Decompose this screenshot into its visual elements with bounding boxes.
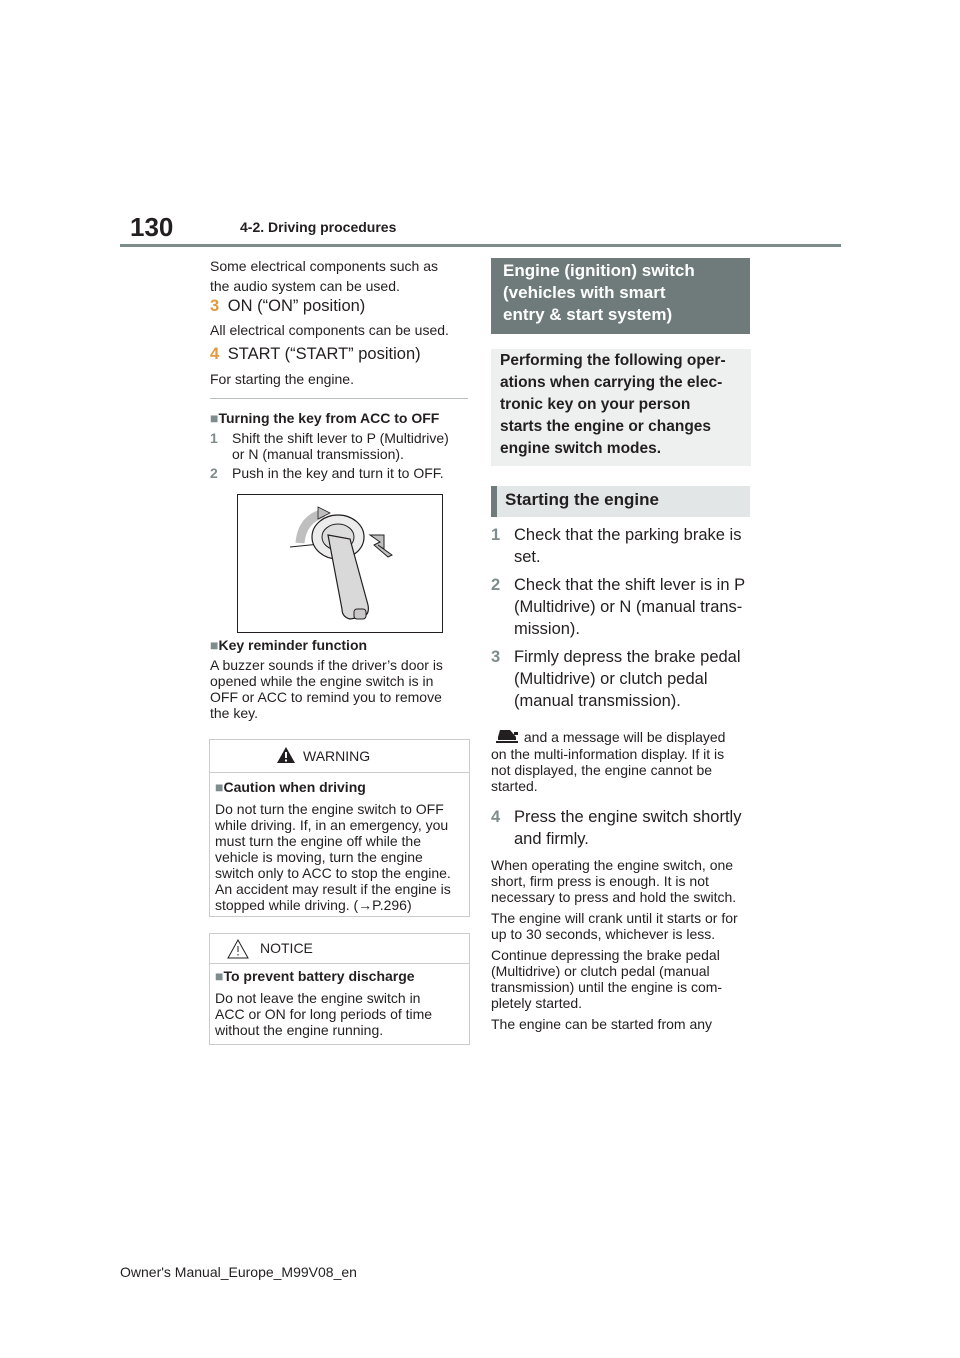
- warning-body: [210, 773, 469, 913]
- step-4-desc: For starting the engine.: [210, 371, 354, 387]
- notice-body: [210, 964, 469, 1038]
- step-number: 4: [210, 345, 220, 363]
- page-number: 130: [130, 212, 174, 242]
- square-bullet-icon: ■: [210, 410, 219, 426]
- key-turning-icon: [238, 495, 442, 632]
- step-number: 3: [210, 297, 220, 315]
- notice-box: [209, 933, 470, 1045]
- engine-switch-title: Engine (ignition) switch (vehicles with smart entry & start system): [491, 258, 750, 334]
- step-3-desc: All electrical components can be used.: [210, 322, 449, 338]
- divider: [210, 398, 468, 399]
- intro-text: Some electrical components such as the audio system can be used.: [210, 258, 438, 294]
- step-4-note-3: Continue depressing the brake pedal (Multidrive) or clutch pedal (manual transmission) until the engine is com- pletely started.: [491, 947, 723, 1011]
- reminder-text: A buzzer sounds if the driver’s door is opened while the engine switch is in OFF or ACC to remind you to remove the key.: [210, 657, 443, 721]
- square-bullet-icon: ■: [210, 637, 219, 653]
- footer-text: Owner's Manual_Europe_M99V08_en: [120, 1264, 357, 1280]
- step-label: ON (“ON” position): [227, 297, 366, 315]
- warning-triangle-icon: [276, 746, 296, 764]
- warning-box: [209, 739, 470, 917]
- step-3: [210, 295, 365, 317]
- notice-title: NOTICE: [260, 940, 313, 956]
- start-step-4: 4 Press the engine switch shortly and firmly.: [491, 808, 742, 848]
- step-label: START (“START” position): [227, 345, 421, 363]
- turning-heading: ■Turning the key from ACC to OFF: [210, 410, 440, 426]
- notice-triangle-icon: [227, 939, 249, 959]
- warning-title: WARNING: [303, 748, 371, 764]
- start-step-2: 2 Check that the shift lever is in P (Multidrive) or N (manual trans- mission).: [491, 576, 746, 638]
- warning-heading: ■Caution when driving: [215, 779, 366, 795]
- section-title: 4-2. Driving procedures: [240, 219, 397, 235]
- step-4-note-4: The engine can be started from any: [491, 1016, 713, 1032]
- turning-step-1: 1 Shift the shift lever to P (Multidrive) or N (manual transmission).: [210, 430, 449, 462]
- step-4-note-1: When operating the engine switch, one short, firm press is enough. It is not necessary to press and hold the switch.: [491, 857, 737, 905]
- key-illustration: [237, 494, 443, 633]
- header-rule: [120, 244, 841, 247]
- start-step-3: 3 Firmly depress the brake pedal (Multidrive) or clutch pedal (manual transmission).: [491, 648, 741, 710]
- reminder-heading: ■Key reminder function: [210, 637, 368, 653]
- notice-header: [210, 934, 469, 964]
- start-step-1: 1 Check that the parking brake is set.: [491, 526, 742, 566]
- notice-heading: ■To prevent battery discharge: [215, 968, 415, 984]
- turning-step-2: 2 Push in the key and turn it to OFF.: [210, 465, 444, 481]
- brake-pedal-indicator-icon: [494, 728, 520, 744]
- warning-header: [210, 740, 469, 773]
- warning-text: Do not turn the engine switch to OFF while driving. If, in an emergency, you must turn the engine off while the vehicle is moving, turn the engine switch only to ACC to stop the engine. An accident may result if the engine is stopped while driving. (→P.296): [215, 801, 451, 913]
- intro-box: Performing the following oper- ations when carrying the elec- tronic key on your person starts the engine or changes engine switch modes.: [491, 349, 751, 466]
- step-4: [210, 343, 421, 365]
- step-4-note-2: The engine will crank until it starts or for up to 30 seconds, whichever is less.: [491, 910, 738, 942]
- starting-engine-title: Starting the engine: [491, 486, 750, 517]
- indicator-note: and a message will be displayed on the multi-information display. If it is not displayed, the engine cannot be started.: [491, 729, 726, 794]
- notice-text: Do not leave the engine switch in ACC or ON for long periods of time without the engine running.: [215, 990, 433, 1038]
